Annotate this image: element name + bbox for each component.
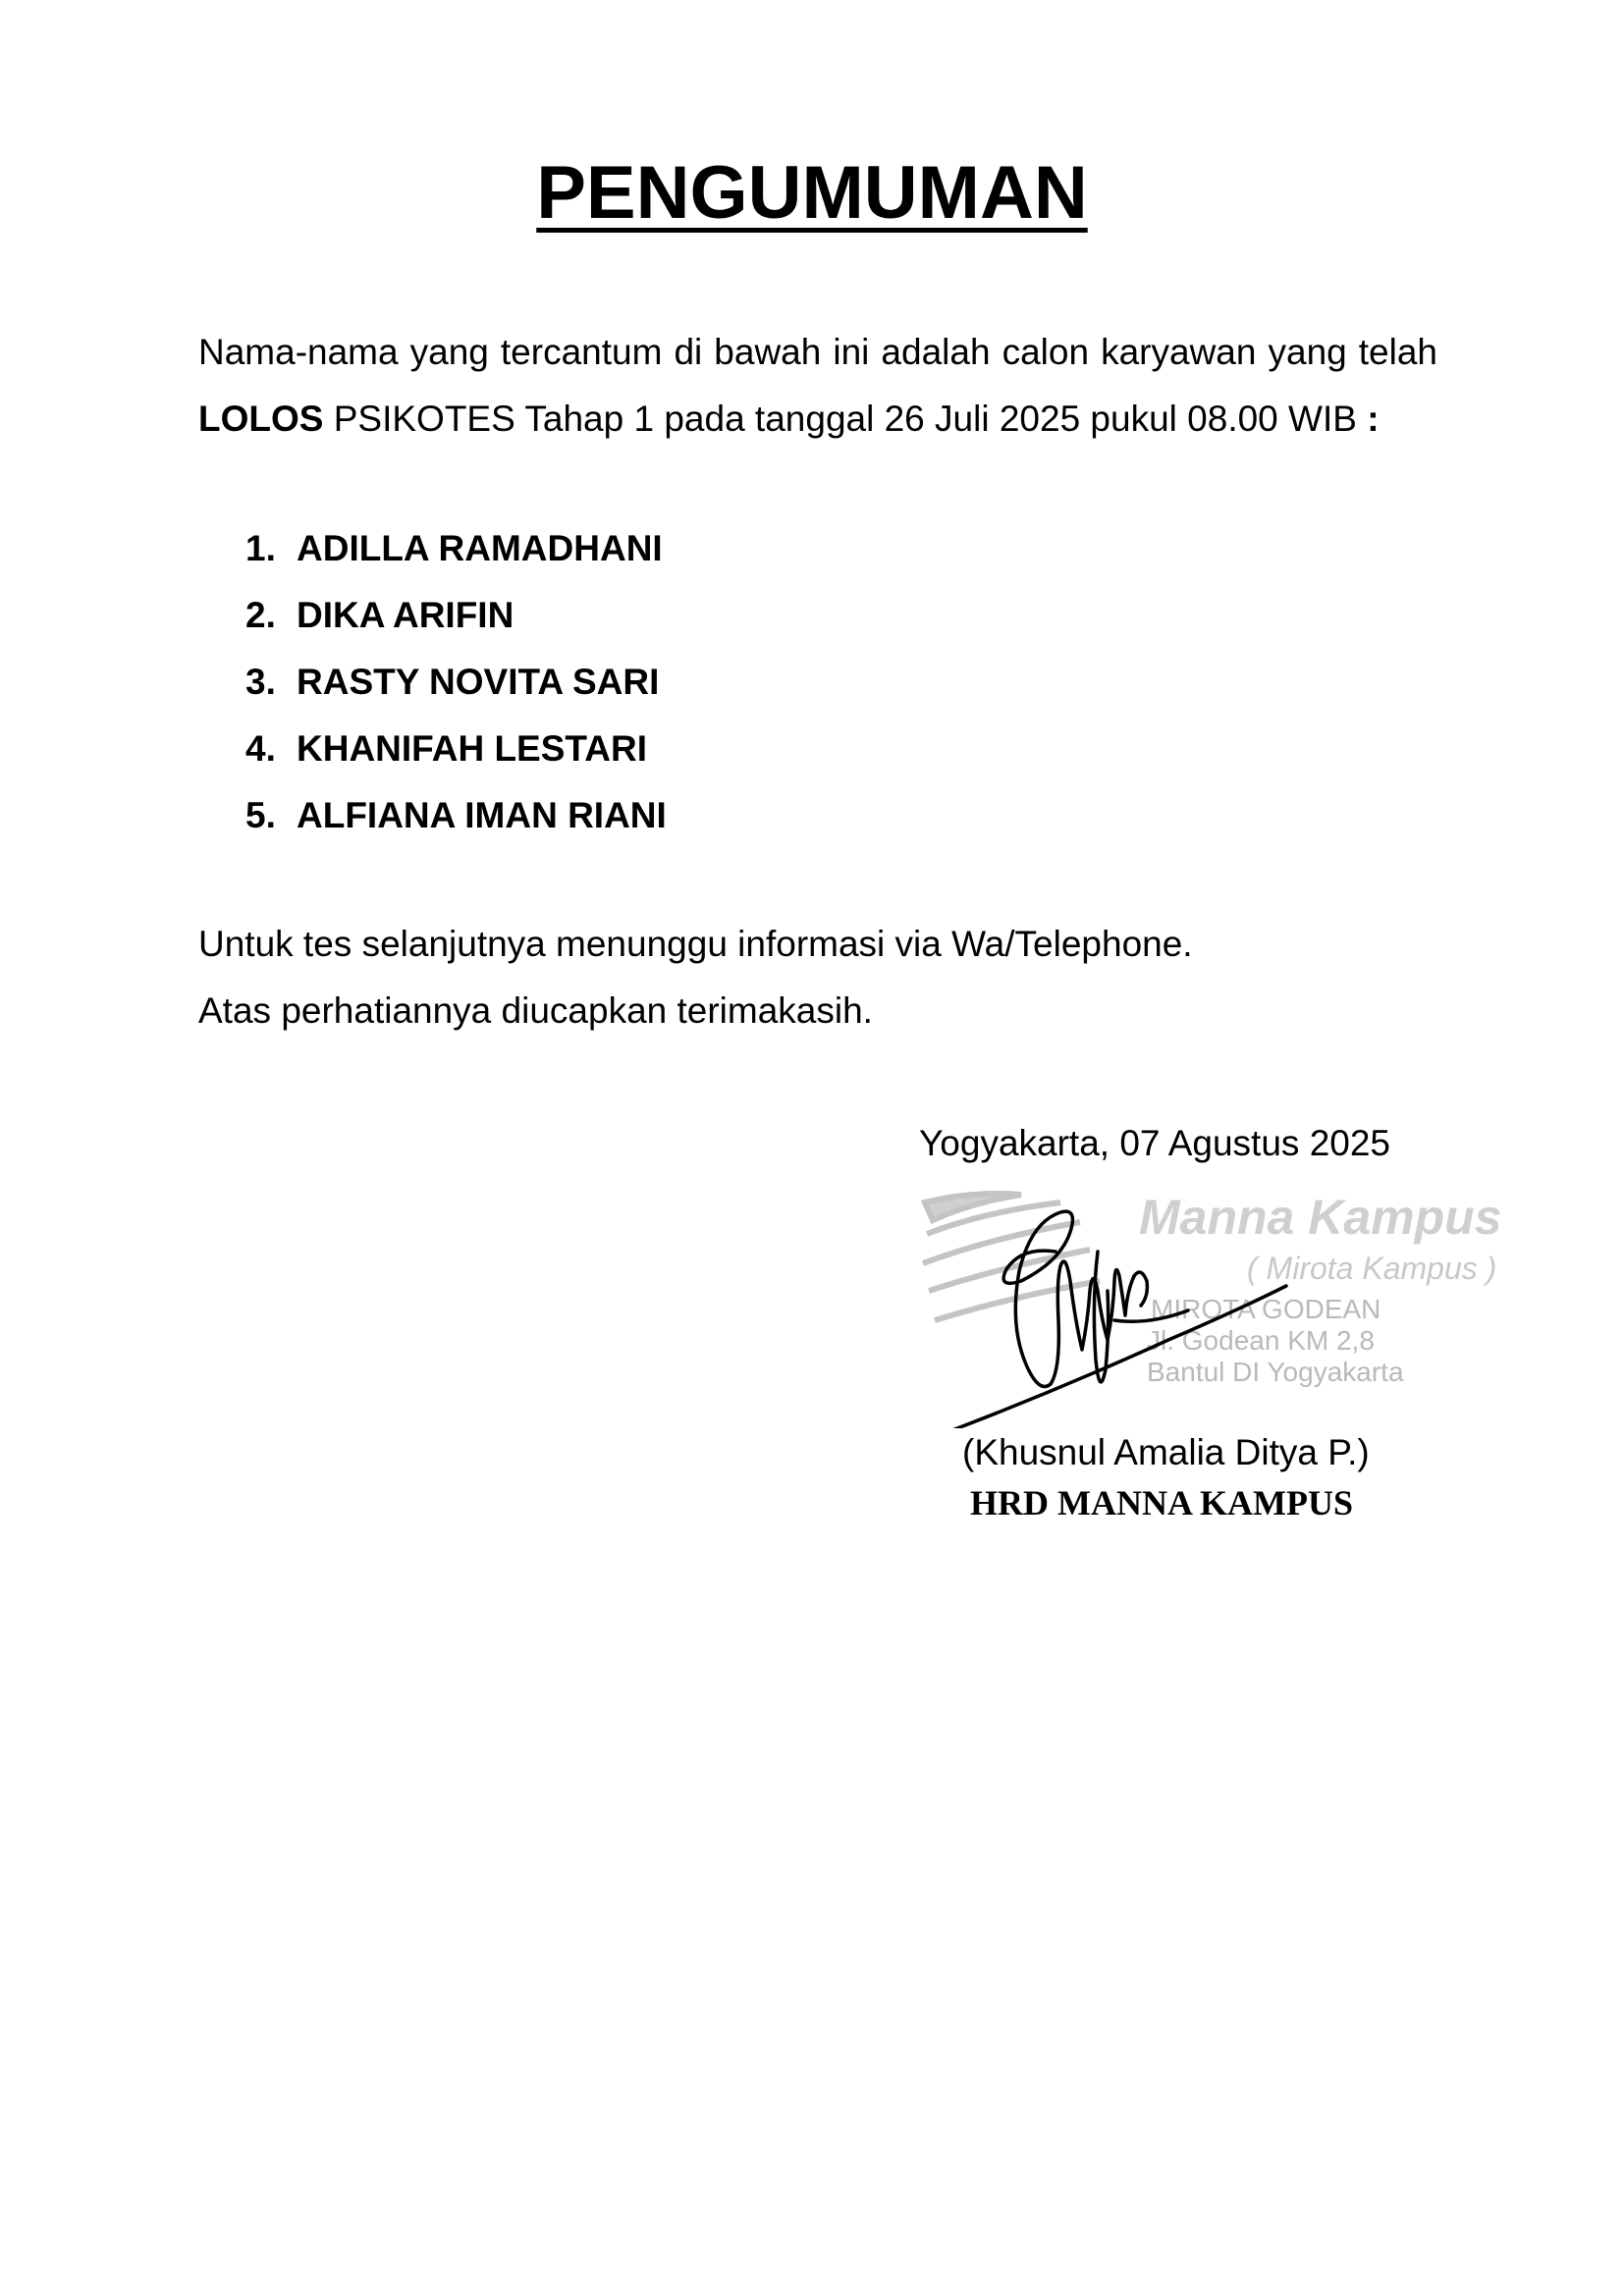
stamp-line1: MIROTA GODEAN <box>1151 1294 1381 1324</box>
page-title <box>0 149 1624 238</box>
stamp-sub: ( Mirota Kampus ) <box>1247 1251 1497 1286</box>
list-item-name: KHANIFAH LESTARI <box>297 728 647 769</box>
intro-paragraph <box>198 319 1437 453</box>
signer-name: (Khusnul Amalia Ditya P.) <box>962 1432 1370 1472</box>
list-item-name: RASTY NOVITA SARI <box>297 662 660 702</box>
intro-text-part1: Nama-nama yang tercantum di bawah ini adalah calon karyawan yang telah <box>198 332 1437 372</box>
list-item-number: 5. <box>245 795 276 835</box>
list-item-number: 1. <box>245 528 276 568</box>
list-item <box>245 716 667 782</box>
passed-candidates-list <box>245 515 667 849</box>
intro-bold-word: LOLOS <box>198 399 324 439</box>
list-item <box>245 515 667 582</box>
list-item <box>245 782 667 849</box>
closing-paragraph <box>198 911 1437 1044</box>
intro-colon: : <box>1367 399 1380 439</box>
list-item-name: ADILLA RAMADHANI <box>297 528 663 568</box>
stamp-line3: Bantul DI Yogyakarta <box>1147 1357 1404 1387</box>
list-item <box>245 582 667 649</box>
signature-strokes <box>952 1211 1286 1428</box>
stamp-line2: Jl. Godean KM 2,8 <box>1147 1325 1375 1356</box>
list-item-number: 2. <box>245 595 276 635</box>
closing-line-thanks: Atas perhatiannya diucapkan terimakasih. <box>198 990 873 1031</box>
list-item-number: 3. <box>245 662 276 702</box>
signer-position: HRD MANNA KAMPUS <box>970 1483 1353 1522</box>
stamp-brand: Manna Kampus <box>1139 1190 1502 1245</box>
list-item <box>245 649 667 716</box>
list-item-name: DIKA ARIFIN <box>297 595 514 635</box>
intro-text-part2: PSIKOTES Tahap 1 pada tanggal 26 Juli 2025 pukul 08.00 WIB <box>323 399 1368 439</box>
list-item-number: 4. <box>245 728 276 769</box>
closing-line-info: Untuk tes selanjutnya menunggu informasi via Wa/Telephone. <box>198 924 1193 964</box>
place-date: Yogyakarta, 07 Agustus 2025 <box>919 1123 1391 1163</box>
signature <box>913 1173 1502 1428</box>
title-text: PENGUMUMAN <box>536 151 1088 235</box>
list-item-name: ALFIANA IMAN RIANI <box>297 795 667 835</box>
